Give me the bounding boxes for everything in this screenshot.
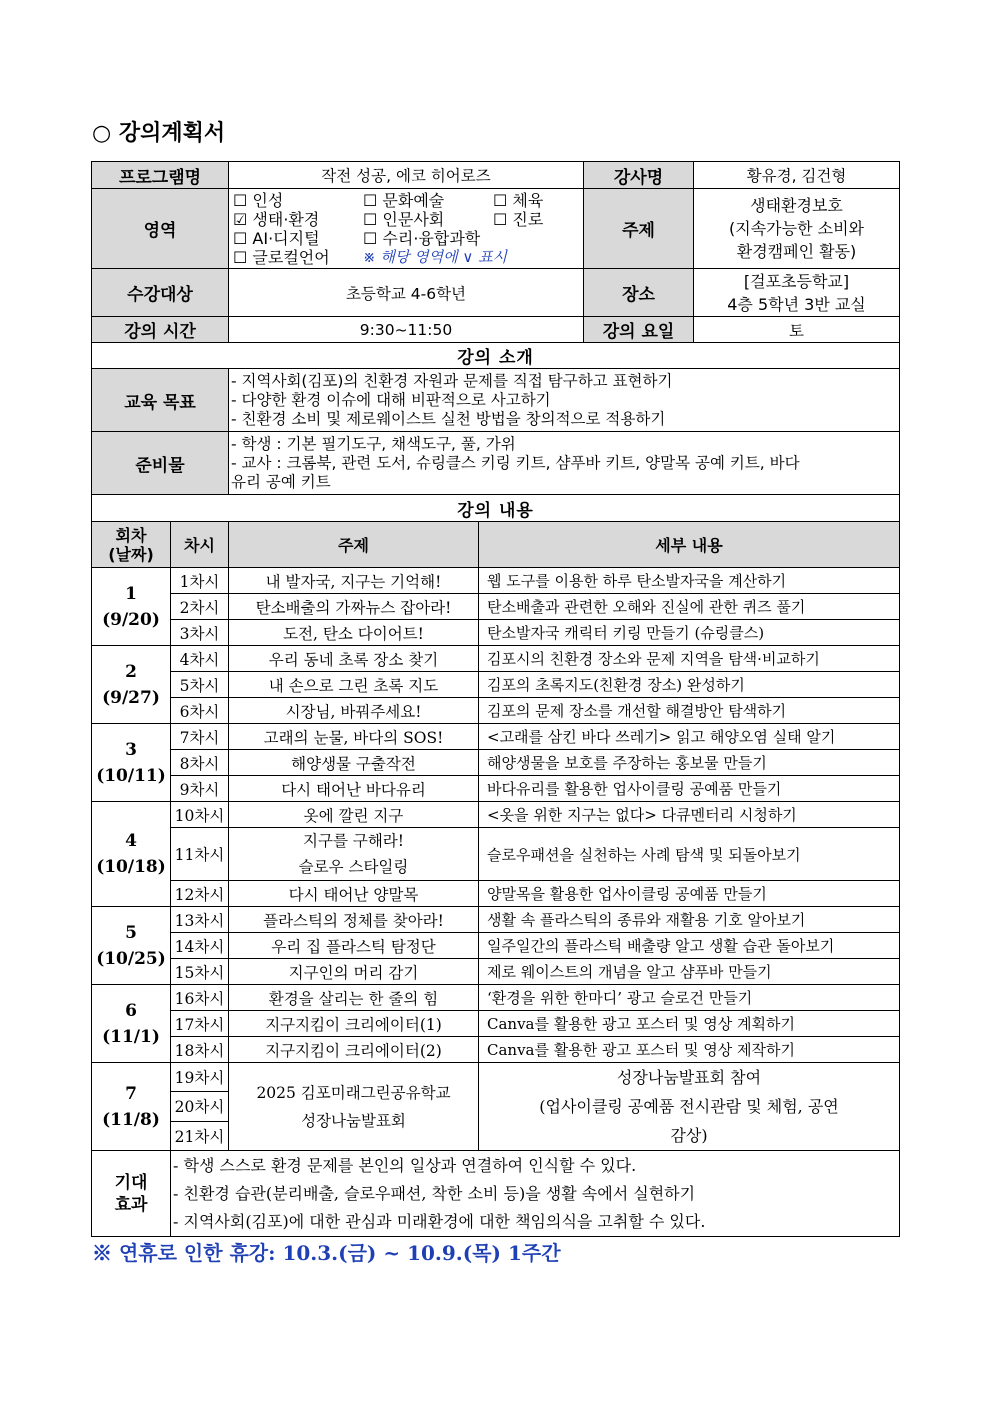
period-cell: 6차시	[171, 698, 229, 724]
session-date: (10/18)	[96, 857, 166, 877]
session-number-cell	[92, 802, 171, 907]
session-row	[92, 907, 900, 933]
session-date: (10/25)	[96, 948, 166, 969]
period-cell: 2차시	[171, 594, 229, 620]
subject-cell: 도전, 탄소 다이어트!	[229, 620, 479, 646]
detail-cell: <옷을 위한 지구는 없다> 다큐멘터리 시청하기	[479, 802, 900, 828]
instructor-label: 강사명	[584, 162, 694, 189]
day-label: 강의 요일	[584, 317, 694, 343]
detail-cell: Canva를 활용한 광고 포스터 및 영상 제작하기	[479, 1037, 900, 1063]
session-row	[92, 672, 900, 698]
subject-cell: 플라스틱의 정체를 찾아라!	[229, 907, 479, 933]
effect-label-line: 기대	[114, 1172, 148, 1193]
area-option: ☐ 글로컬언어	[233, 247, 330, 267]
area-option: ☐ 체육	[493, 190, 544, 210]
period-cell: 20차시	[171, 1092, 229, 1121]
period-cell: 12차시	[171, 881, 229, 907]
period-cell: 10차시	[171, 802, 229, 828]
period-cell: 19차시	[171, 1063, 229, 1092]
effect-label	[92, 1151, 171, 1237]
detail-line: (업사이클링 공예품 전시관람 및 체험, 공연	[539, 1097, 839, 1116]
period-cell: 13차시	[171, 907, 229, 933]
session-row	[92, 698, 900, 724]
subject-cell: 탄소배출의 가짜뉴스 잡아라!	[229, 594, 479, 620]
detail-cell: 탄소발자국 캐릭터 키링 만들기 (슈링클스)	[479, 620, 900, 646]
area-note: ※ 해당 영역에 ∨ 표시	[363, 247, 508, 266]
session-number-cell	[92, 985, 171, 1063]
detail-cell: 김포의 문제 장소를 개선할 해결방안 탐색하기	[479, 698, 900, 724]
subject-cell	[229, 828, 479, 881]
area-option: ☐ 수리·융합과학	[363, 228, 481, 248]
holiday-notice: ※ 연휴로 인한 휴강: 10.3.(금) ~ 10.9.(목) 1주간	[92, 1241, 561, 1265]
col-session-header: 회차 (날짜)	[92, 522, 171, 568]
subject-line: 슬로우 스타일링	[298, 858, 409, 876]
subject-cell	[229, 1063, 479, 1151]
effect-label-line: 효과	[114, 1194, 148, 1215]
session-date: (9/20)	[102, 609, 160, 630]
detail-cell	[479, 1063, 900, 1151]
lecture-plan-table	[91, 161, 900, 1237]
session-row	[92, 568, 900, 594]
period-cell: 3차시	[171, 620, 229, 646]
detail-cell: 일주일간의 플라스틱 배출량 알고 생활 습관 돌아보기	[479, 933, 900, 959]
area-row	[233, 210, 579, 229]
topic-label: 주제	[584, 189, 694, 269]
detail-cell: 웹 도구를 이용한 하루 탄소발자국을 계산하기	[479, 568, 900, 594]
effect-item: - 학생 스스로 환경 문제를 본인의 일상과 연결하여 인식할 수 있다.	[173, 1155, 637, 1175]
subject-line: 2025 김포미래그린공유학교	[256, 1083, 451, 1102]
area-row	[233, 248, 579, 267]
session-number: 4	[125, 831, 137, 851]
page-title: ○ 강의계획서	[92, 120, 226, 146]
prep-label: 준비물	[92, 432, 229, 495]
topic-value: 생태환경보호 (지속가능한 소비와 환경캠페인 활동)	[694, 189, 900, 269]
area-option: ☑ 생태·환경	[233, 209, 320, 229]
program-label: 프로그램명	[92, 162, 229, 189]
detail-cell: 슬로우패션을 실천하는 사례 탐색 및 되돌아보기	[479, 828, 900, 881]
detail-cell: 양말목을 활용한 업사이클링 공예품 만들기	[479, 881, 900, 907]
day-value: 토	[694, 317, 900, 343]
session-row	[92, 620, 900, 646]
program-value: 작전 성공, 에코 히어로즈	[229, 162, 584, 189]
target-label: 수강대상	[92, 269, 229, 317]
effect-list	[171, 1151, 900, 1237]
session-number: 7	[125, 1083, 137, 1104]
subject-cell: 해양생물 구출작전	[229, 750, 479, 776]
target-value: 초등학교 4-6학년	[229, 269, 584, 317]
period-cell: 16차시	[171, 985, 229, 1011]
period-cell: 5차시	[171, 672, 229, 698]
subject-cell: 환경을 살리는 한 줄의 힘	[229, 985, 479, 1011]
prep-item: 유리 공예 키트	[231, 472, 331, 491]
goal-item: - 지역사회(김포)의 친환경 자원과 문제를 직접 탐구하고 표현하기	[231, 371, 673, 390]
session-row	[92, 828, 900, 881]
time-label: 강의 시간	[92, 317, 229, 343]
detail-cell: 해양생물을 보호를 주장하는 홍보물 만들기	[479, 750, 900, 776]
prep-item: - 교사 : 크롬북, 관련 도서, 슈링클스 키링 키트, 샴푸바 키트, 양말목 공예 키트, 바다	[231, 453, 800, 472]
session-row	[92, 985, 900, 1011]
session-row	[92, 750, 900, 776]
instructor-value: 황유경, 김건형	[694, 162, 900, 189]
detail-cell: 바다유리를 활용한 업사이클링 공예품 만들기	[479, 776, 900, 802]
session-row	[92, 594, 900, 620]
subject-cell: 내 손으로 그린 초록 지도	[229, 672, 479, 698]
subject-cell: 다시 태어난 바다유리	[229, 776, 479, 802]
area-option: ☐ 인문사회	[363, 209, 445, 229]
goal-label: 교육 목표	[92, 369, 229, 432]
content-section-title: 강의 내용	[92, 495, 900, 522]
effect-item: - 지역사회(김포)에 대한 관심과 미래환경에 대한 책임의식을 고취할 수 있다.	[173, 1211, 706, 1231]
session-date: (10/11)	[96, 765, 166, 786]
period-cell: 15차시	[171, 959, 229, 985]
detail-line: 감상)	[670, 1126, 708, 1145]
session-row	[92, 1037, 900, 1063]
prep-item: - 학생 : 기본 필기도구, 채색도구, 풀, 가위	[231, 434, 516, 453]
subject-cell: 고래의 눈물, 바다의 SOS!	[229, 724, 479, 750]
session-number: 6	[125, 1000, 137, 1021]
session-number: 5	[125, 922, 137, 943]
period-cell: 11차시	[171, 828, 229, 881]
goal-list	[229, 369, 900, 432]
subject-cell: 시장님, 바꿔주세요!	[229, 698, 479, 724]
session-number: 1	[125, 583, 137, 604]
detail-cell: Canva를 활용한 광고 포스터 및 영상 계획하기	[479, 1011, 900, 1037]
area-option: ☐ 인성	[233, 190, 284, 210]
session-row	[92, 1063, 900, 1092]
period-cell: 14차시	[171, 933, 229, 959]
session-number-cell	[92, 907, 171, 985]
session-number: 3	[125, 739, 137, 760]
col-detail-header: 세부 내용	[479, 522, 900, 568]
detail-cell: ‘환경을 위한 한마디’ 광고 슬로건 만들기	[479, 985, 900, 1011]
time-value: 9:30~11:50	[229, 317, 584, 343]
goal-item: - 친환경 소비 및 제로웨이스트 실천 방법을 창의적으로 적용하기	[231, 409, 666, 428]
session-number-cell	[92, 724, 171, 802]
area-row	[233, 229, 579, 248]
area-row	[233, 191, 579, 210]
subject-cell: 지구지킴이 크리에이터(2)	[229, 1037, 479, 1063]
area-checklist	[229, 189, 584, 269]
intro-section-title: 강의 소개	[92, 343, 900, 369]
detail-line: 성장나눔발표회 참여	[616, 1068, 762, 1087]
detail-cell: <고래를 삼킨 바다 쓰레기> 읽고 해양오염 실태 알기	[479, 724, 900, 750]
detail-cell: 김포시의 친환경 장소와 문제 지역을 탐색·비교하기	[479, 646, 900, 672]
area-option: ☐ 진로	[493, 209, 544, 229]
subject-cell: 내 발자국, 지구는 기억해!	[229, 568, 479, 594]
session-date: (9/27)	[102, 687, 160, 708]
session-number-cell	[92, 568, 171, 646]
effect-item: - 친환경 습관(분리배출, 슬로우패션, 착한 소비 등)을 생활 속에서 실현하기	[173, 1183, 696, 1203]
subject-line: 성장나눔발표회	[301, 1111, 406, 1130]
subject-cell: 다시 태어난 양말목	[229, 881, 479, 907]
subject-cell: 우리 동네 초록 장소 찾기	[229, 646, 479, 672]
period-cell: 4차시	[171, 646, 229, 672]
period-cell: 8차시	[171, 750, 229, 776]
subject-cell: 우리 집 플라스틱 탐정단	[229, 933, 479, 959]
session-date: (11/1)	[102, 1026, 160, 1047]
subject-cell: 지구지킴이 크리에이터(1)	[229, 1011, 479, 1037]
detail-cell: 생활 속 플라스틱의 종류와 재활용 기호 알아보기	[479, 907, 900, 933]
period-cell: 17차시	[171, 1011, 229, 1037]
session-row	[92, 881, 900, 907]
period-cell: 21차시	[171, 1121, 229, 1150]
period-cell: 1차시	[171, 568, 229, 594]
detail-cell: 제로 웨이스트의 개념을 알고 샴푸바 만들기	[479, 959, 900, 985]
area-label: 영역	[92, 189, 229, 269]
effect-row	[92, 1151, 900, 1237]
subject-cell: 지구인의 머리 감기	[229, 959, 479, 985]
subject-cell: 옷에 깔린 지구	[229, 802, 479, 828]
period-cell: 18차시	[171, 1037, 229, 1063]
session-number: 2	[125, 661, 137, 682]
session-row	[92, 776, 900, 802]
session-row	[92, 933, 900, 959]
place-value: [걸포초등학교] 4층 5학년 3반 교실	[694, 269, 900, 317]
subject-line: 지구를 구해라!	[303, 832, 404, 850]
session-row	[92, 724, 900, 750]
goal-item: - 다양한 환경 이슈에 대해 비판적으로 사고하기	[231, 390, 551, 409]
detail-cell: 김포의 초록지도(친환경 장소) 완성하기	[479, 672, 900, 698]
session-date: (11/8)	[102, 1109, 160, 1130]
session-number-cell	[92, 1063, 171, 1151]
prep-list	[229, 432, 900, 495]
session-row	[92, 959, 900, 985]
place-label: 장소	[584, 269, 694, 317]
session-row	[92, 1011, 900, 1037]
detail-cell: 탄소배출과 관련한 오해와 진실에 관한 퀴즈 풀기	[479, 594, 900, 620]
session-row	[92, 646, 900, 672]
period-cell: 7차시	[171, 724, 229, 750]
col-subject-header: 주제	[229, 522, 479, 568]
area-option: ☐ AI·디지털	[233, 228, 320, 248]
session-number-cell	[92, 646, 171, 724]
col-period-header: 차시	[171, 522, 229, 568]
period-cell: 9차시	[171, 776, 229, 802]
area-option: ☐ 문화예술	[363, 190, 445, 210]
session-row	[92, 802, 900, 828]
